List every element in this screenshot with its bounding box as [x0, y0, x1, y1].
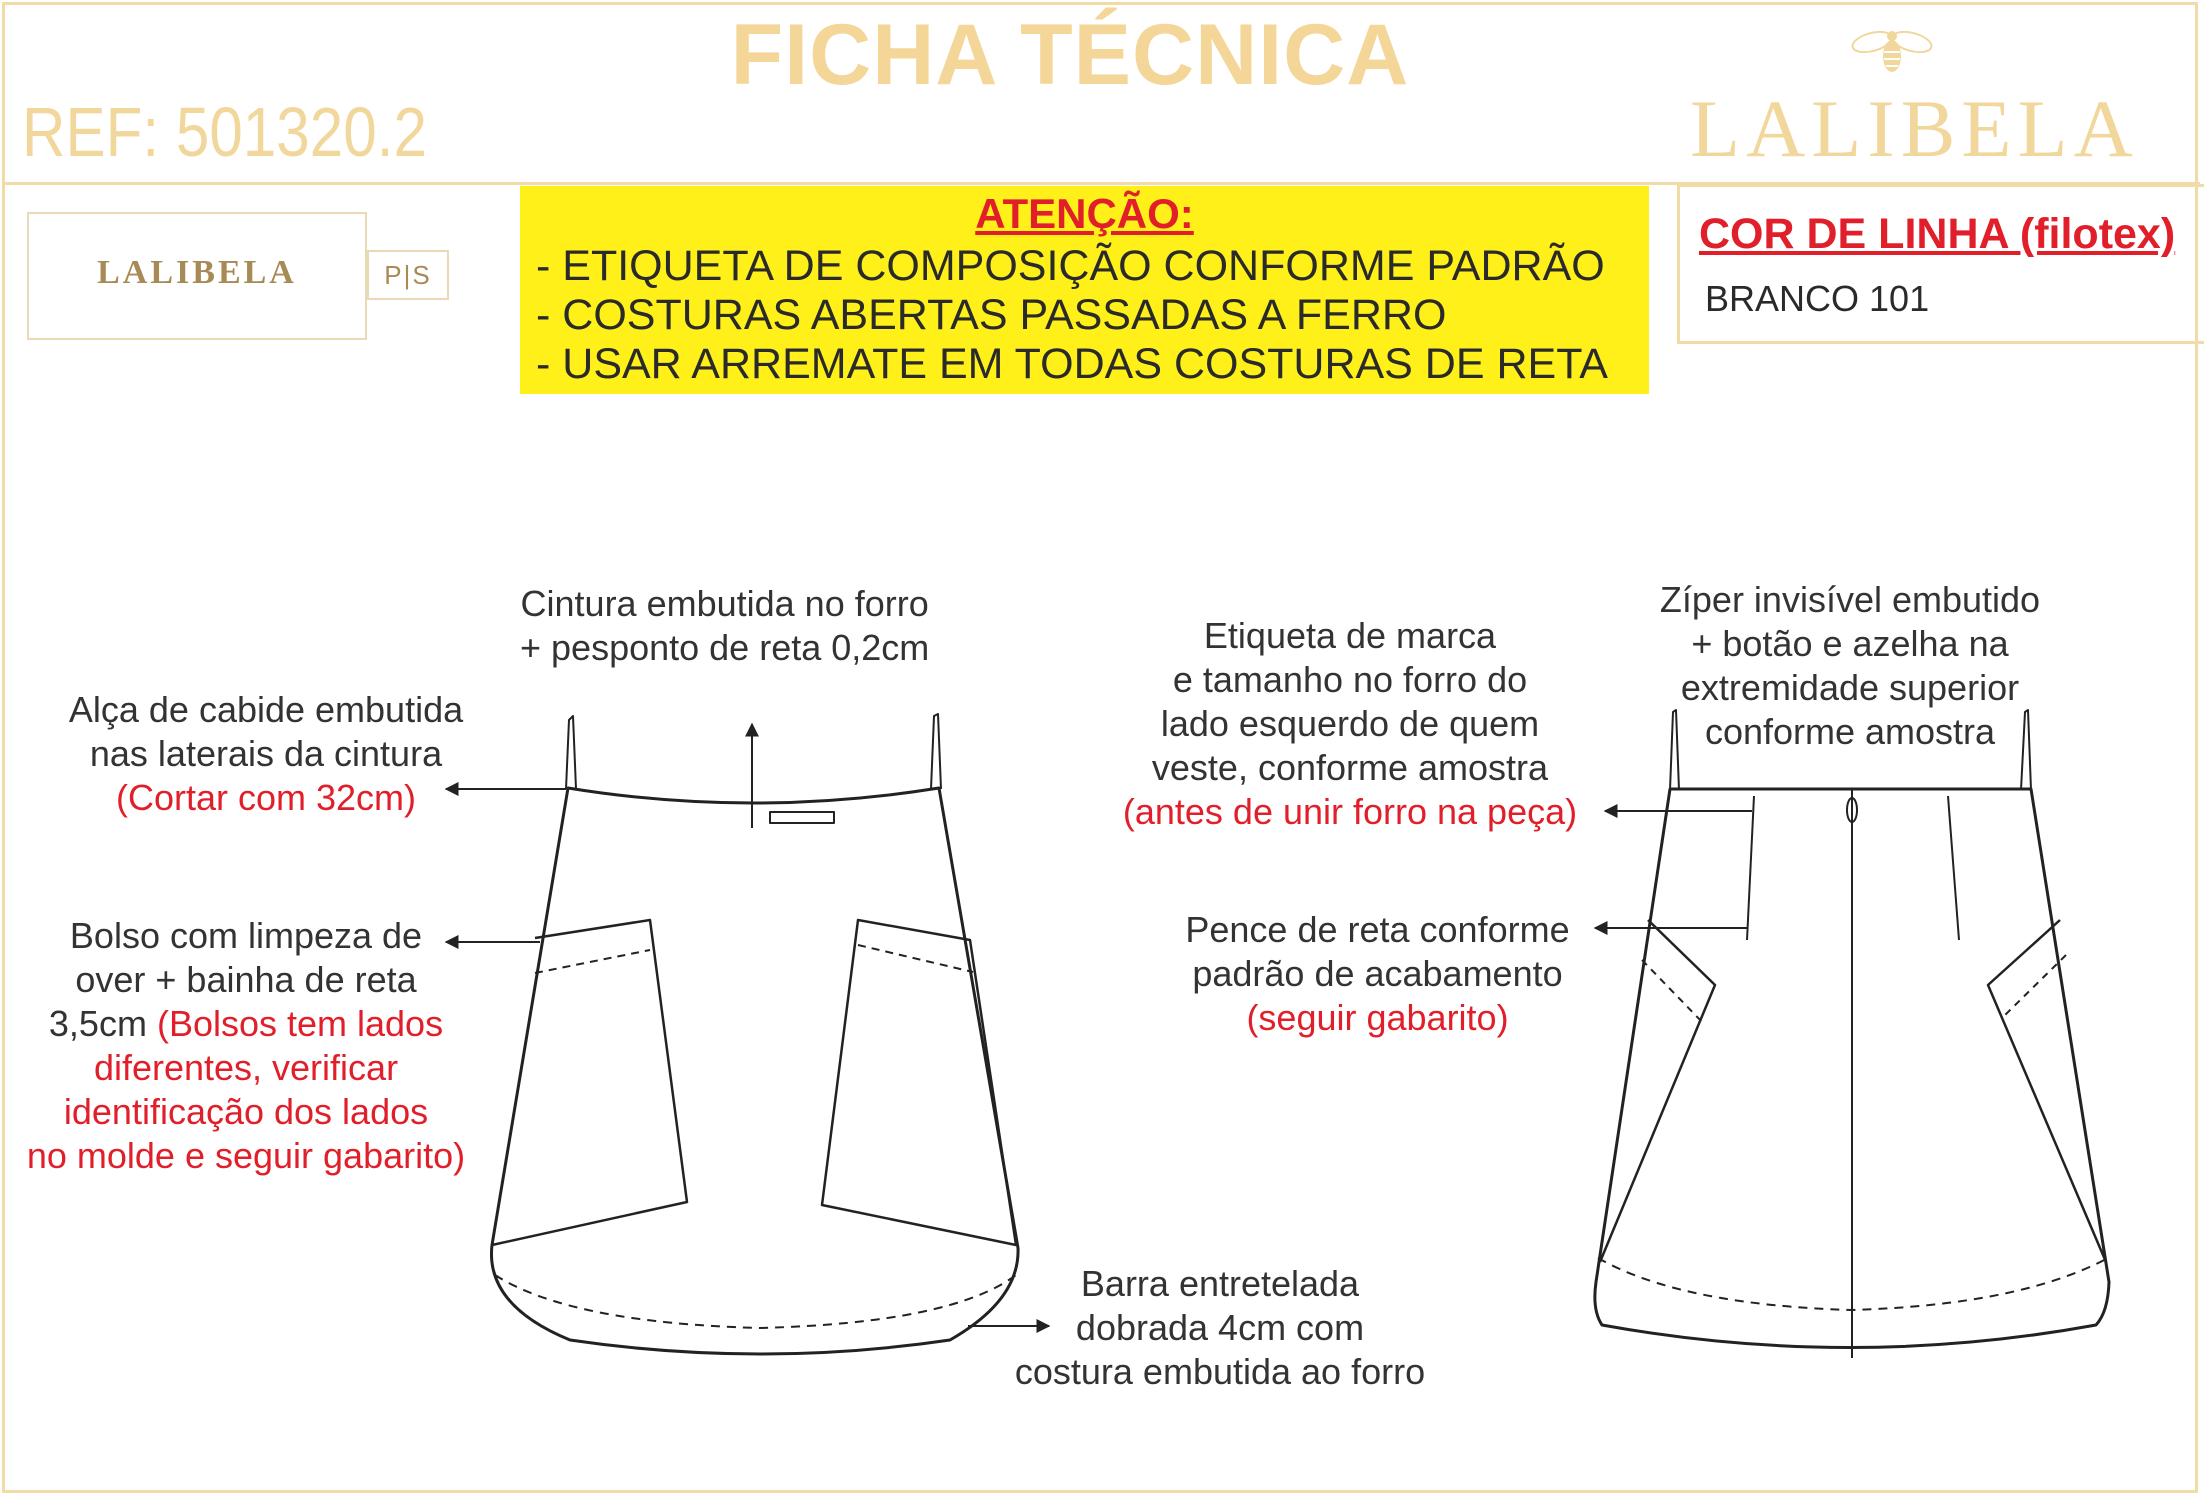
reference-code: REF: 501320.2	[22, 93, 427, 171]
annotation-line: no molde e seguir gabarito)	[26, 1135, 466, 1176]
annotation-line: Pence de reta conforme	[1185, 909, 1570, 950]
annotation-line: conforme amostra	[1704, 711, 1996, 752]
annotation-line: extremidade superior	[1680, 667, 2020, 708]
attention-title: ATENÇÃO:	[975, 190, 1194, 237]
thread-color-value: BRANCO 101	[1705, 278, 1930, 319]
annotation-line: (seguir gabarito)	[1246, 997, 1509, 1038]
annotation-line: diferentes, verificar	[93, 1047, 399, 1088]
annotation-line: + pesponto de reta 0,2cm	[520, 627, 930, 668]
pocket-annotation	[6, 914, 486, 1178]
annotation-line: Etiqueta de marca	[1203, 615, 1497, 656]
annotation-line: Zíper invisível embutido	[1659, 579, 2041, 620]
brand-label-text: LALIBELA	[97, 254, 297, 291]
brand-logo: LALIBELA	[1690, 83, 2139, 174]
hem-annotation	[990, 1262, 1450, 1394]
annotation-line: over + bainha de reta	[75, 959, 417, 1000]
attention-line: - COSTURAS ABERTAS PASSADAS A FERRO	[536, 291, 1447, 339]
annotation-line: veste, conforme amostra	[1151, 747, 1549, 788]
size-tab-text: P|S	[384, 260, 432, 290]
waist-annotation	[520, 582, 929, 670]
dart-annotation	[1150, 908, 1605, 1040]
page-title: FICHA TÉCNICA	[730, 7, 1410, 103]
annotation-line: Bolso com limpeza de	[69, 915, 423, 956]
back-skirt-sketch	[1595, 710, 2109, 1358]
brand-label-annotation	[1100, 614, 1600, 834]
annotation-line	[6, 1002, 486, 1046]
annotation-line: lado esquerdo de quem	[1160, 703, 1540, 744]
thread-color-title: COR DE LINHA (filotex)	[1699, 210, 2176, 258]
annotation-line: Cintura embutida no forro	[520, 583, 929, 624]
annotation-line: (Cortar com 32cm)	[115, 777, 417, 818]
annotation-text: 3,5cm	[48, 1003, 157, 1044]
annotation-line: costura embutida ao forro	[1014, 1351, 1426, 1392]
hanger-annotation	[36, 688, 496, 820]
annotation-text: (Bolsos tem lados	[156, 1003, 444, 1044]
annotation-line: + botão e azelha na	[1691, 623, 2009, 664]
annotation-line: padrão de acabamento	[1192, 953, 1563, 994]
annotation-line: e tamanho no forro do	[1172, 659, 1528, 700]
zipper-annotation	[1620, 578, 2080, 754]
attention-line: - USAR ARREMATE EM TODAS COSTURAS DE RETA	[536, 340, 1608, 388]
annotation-line: nas laterais da cintura	[89, 733, 443, 774]
annotation-line: (antes de unir forro na peça)	[1122, 791, 1578, 832]
annotation-line: identificação dos lados	[63, 1091, 429, 1132]
annotation-line: Alça de cabide embutida	[68, 689, 464, 730]
front-skirt-sketch	[491, 714, 1018, 1354]
attention-line: - ETIQUETA DE COMPOSIÇÃO CONFORME PADRÃO	[536, 242, 1605, 290]
annotation-line: Barra entretelada	[1080, 1263, 1360, 1304]
annotation-line: dobrada 4cm com	[1075, 1307, 1365, 1348]
